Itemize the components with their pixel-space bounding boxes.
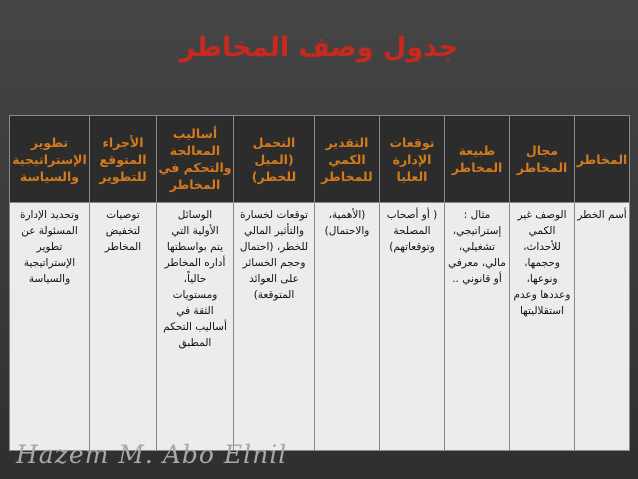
header-treatment-methods: أساليب المعالجة والتحكم في المخاطر <box>157 116 234 203</box>
header-management-expectations: توقعات الإدارة العليا <box>380 116 445 203</box>
cell-treatment-methods: الوسائل الأولية التي يتم بواسطتها أداره المخاطر حالياً، ومستويات الثقة في أساليب التحكم المطبق <box>157 203 234 451</box>
header-strategy-development: تطوير الإستراتيجية والسياسة <box>10 116 90 203</box>
author-signature: Hazem M. Abo Elnil <box>16 440 288 469</box>
cell-strategy-development: وتحديد الإدارة المسئولة عن تطوير الإستراتيجية والسياسة <box>10 203 90 451</box>
header-risk-domain: مجال المخاطر <box>510 116 575 203</box>
header-expected-action: الأجراء المتوقع للتطوير <box>90 116 157 203</box>
header-row <box>10 116 630 203</box>
slide-title: جدول وصف المخاطر <box>179 32 459 63</box>
cell-risk-nature: مثال : إستراتيجي، تشغيلي، مالي، معرفي أو قانوني .. <box>445 203 510 451</box>
cell-management-expectations: ( أو أصحاب المصلحة وتوقعاتهم) <box>380 203 445 451</box>
cell-risk-name: أسم الخطر <box>575 203 630 451</box>
table-row <box>10 203 630 451</box>
cell-quantitative-estimate: (الأهمية، والاحتمال) <box>315 203 380 451</box>
header-risk-tolerance: التحمل (الميل للخطر) <box>234 116 315 203</box>
header-quantitative-estimate: التقدير الكمي للمخاطر <box>315 116 380 203</box>
risk-description-table <box>9 115 630 451</box>
header-risk-nature: طبيعة المخاطر <box>445 116 510 203</box>
cell-expected-action: توصيات لتخفيض المخاطر <box>90 203 157 451</box>
cell-risk-tolerance: توقعات لخسارة والتأثير المالي للخطر، (احتمال وحجم الخسائر على العوائد المتوقعة) <box>234 203 315 451</box>
cell-risk-domain: الوصف غير الكمي للأحداث، وحجمها، ونوعها، وعددها وعدم استقلاليتها <box>510 203 575 451</box>
header-risks: المخاطر <box>575 116 630 203</box>
